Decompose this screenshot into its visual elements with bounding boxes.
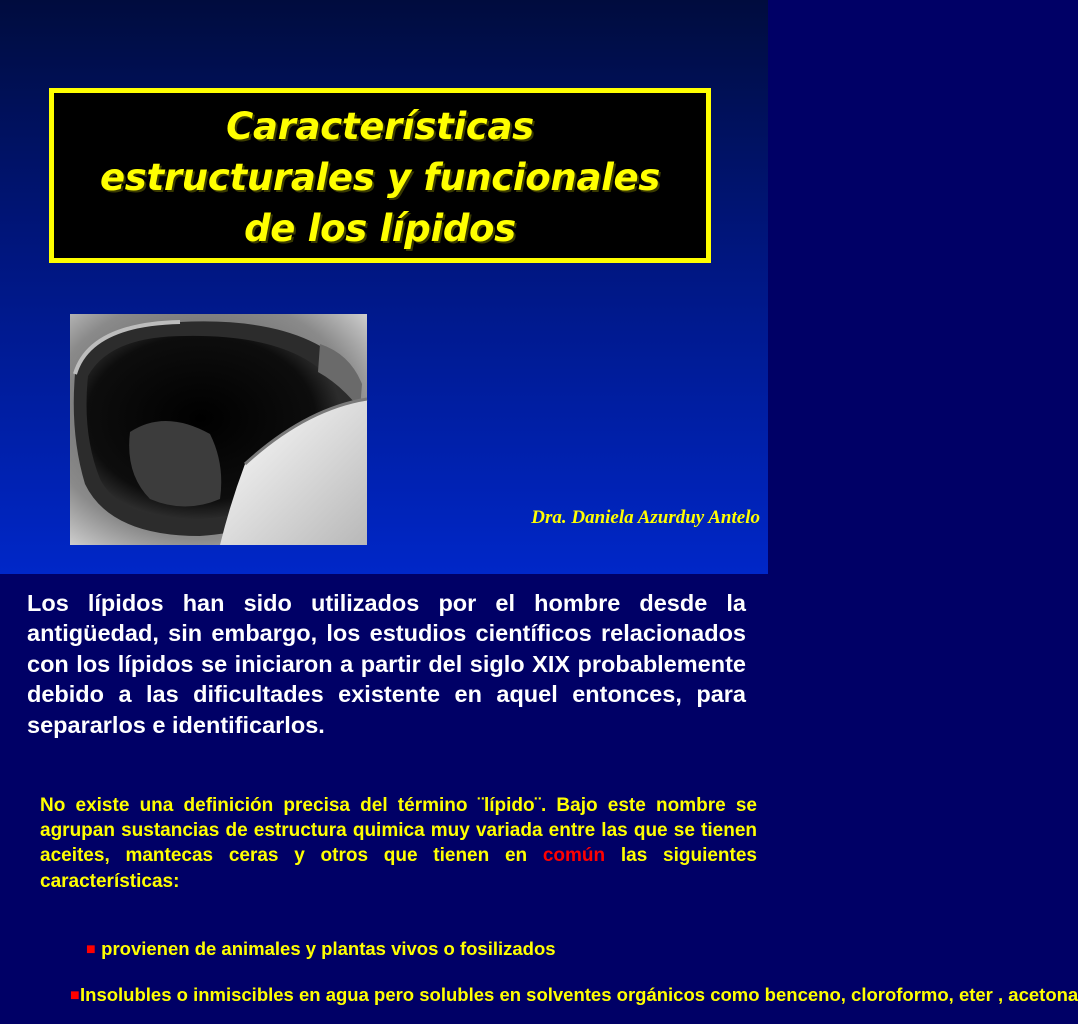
- definition-paragraph: [40, 793, 757, 894]
- bullet-item: [86, 937, 556, 962]
- bullet-glyph-icon: ■: [86, 941, 96, 958]
- title-line-3: de los lípidos: [244, 207, 516, 250]
- author-name: Dra. Daniela Azurduy Antelo: [531, 507, 760, 528]
- bullet-text: Insolubles o inmiscibles en agua pero solubles en solventes orgánicos como benceno, cloroformo, eter , acetona: [80, 984, 1078, 1005]
- definition-text-after: las siguientes características:: [40, 845, 757, 892]
- content-slide: [0, 574, 1078, 1024]
- intro-paragraph: Los lípidos han sido utilizados por el hombre desde la antigüedad, sin embargo, los estudios científicos relacionados con los lípidos se iniciaron a partir del siglo XIX probablemente debido a las dificultades existente en aquel entonces, para separarlos e identificarlos.: [27, 590, 746, 738]
- title-slide: [0, 0, 768, 574]
- definition-text-before: No existe una definición precisa del término ¨lípido¨. Bajo este nombre se agrupan sustancias de estructura quimica muy variada entre las que se tienen aceites, mantecas ceras y otros que tienen en: [40, 795, 757, 867]
- title-line-1: Características: [226, 105, 534, 148]
- bullet-text: provienen de animales y plantas vivos o fosilizados: [101, 938, 556, 959]
- lipid-photo: [70, 314, 367, 545]
- slide-title: [54, 101, 706, 254]
- title-line-2: estructurales y funcionales: [99, 156, 661, 199]
- photo-grayscale-icon: [70, 314, 367, 545]
- bullet-item: [70, 983, 1078, 1008]
- title-box: [49, 88, 711, 263]
- definition-highlight: común: [542, 845, 606, 867]
- bullet-glyph-icon: ■: [70, 987, 80, 1004]
